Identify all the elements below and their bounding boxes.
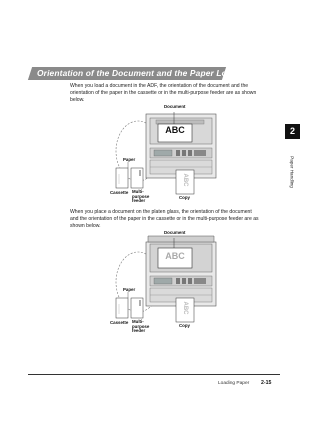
copy-label: Copy [179, 195, 190, 200]
copy-label: Copy [179, 323, 190, 328]
paper-label: Paper [123, 157, 136, 162]
document-text: ABC [165, 125, 185, 135]
multi-purpose-feeder-label: Multi-purpose feeder [132, 319, 150, 334]
copy-text: ABC [182, 301, 188, 315]
figure-adf-orientation [110, 104, 235, 202]
chapter-label-tab [283, 142, 300, 202]
adf-diagram [110, 104, 235, 202]
paper-label: Paper [123, 287, 136, 292]
figure-platen-orientation [110, 232, 235, 332]
page-number: 2-15 [261, 380, 272, 386]
copy-text: ABC [182, 173, 188, 187]
cassette-label: Cassette [110, 190, 129, 195]
chapter-number-tab: 2 [285, 124, 300, 139]
intro-paragraph-platen: When you place a document on the platen glass, the orientation of the document and the orientation of the paper in the cassette or in the multi-purpose feeder are as shown below. [70, 209, 259, 230]
section-title: Orientation of the Document and the Paper Loading [37, 68, 251, 78]
footer-section: Loading Paper [218, 381, 250, 386]
intro-paragraph-adf: When you load a document in the ADF, the orientation of the document and the orientation of the paper in the cassette or in the multi-purpose feeder are as shown below. [70, 83, 257, 104]
footer-rule [28, 374, 280, 375]
document-label: Document [164, 230, 186, 235]
document-text: ABC [165, 251, 185, 261]
document-label: Document [164, 104, 186, 109]
cassette-label: Cassette [110, 320, 129, 325]
platen-diagram [110, 232, 235, 332]
chapter-label: Paper Handling [289, 156, 294, 188]
multi-purpose-feeder-label: Multi-purpose feeder [132, 189, 150, 204]
